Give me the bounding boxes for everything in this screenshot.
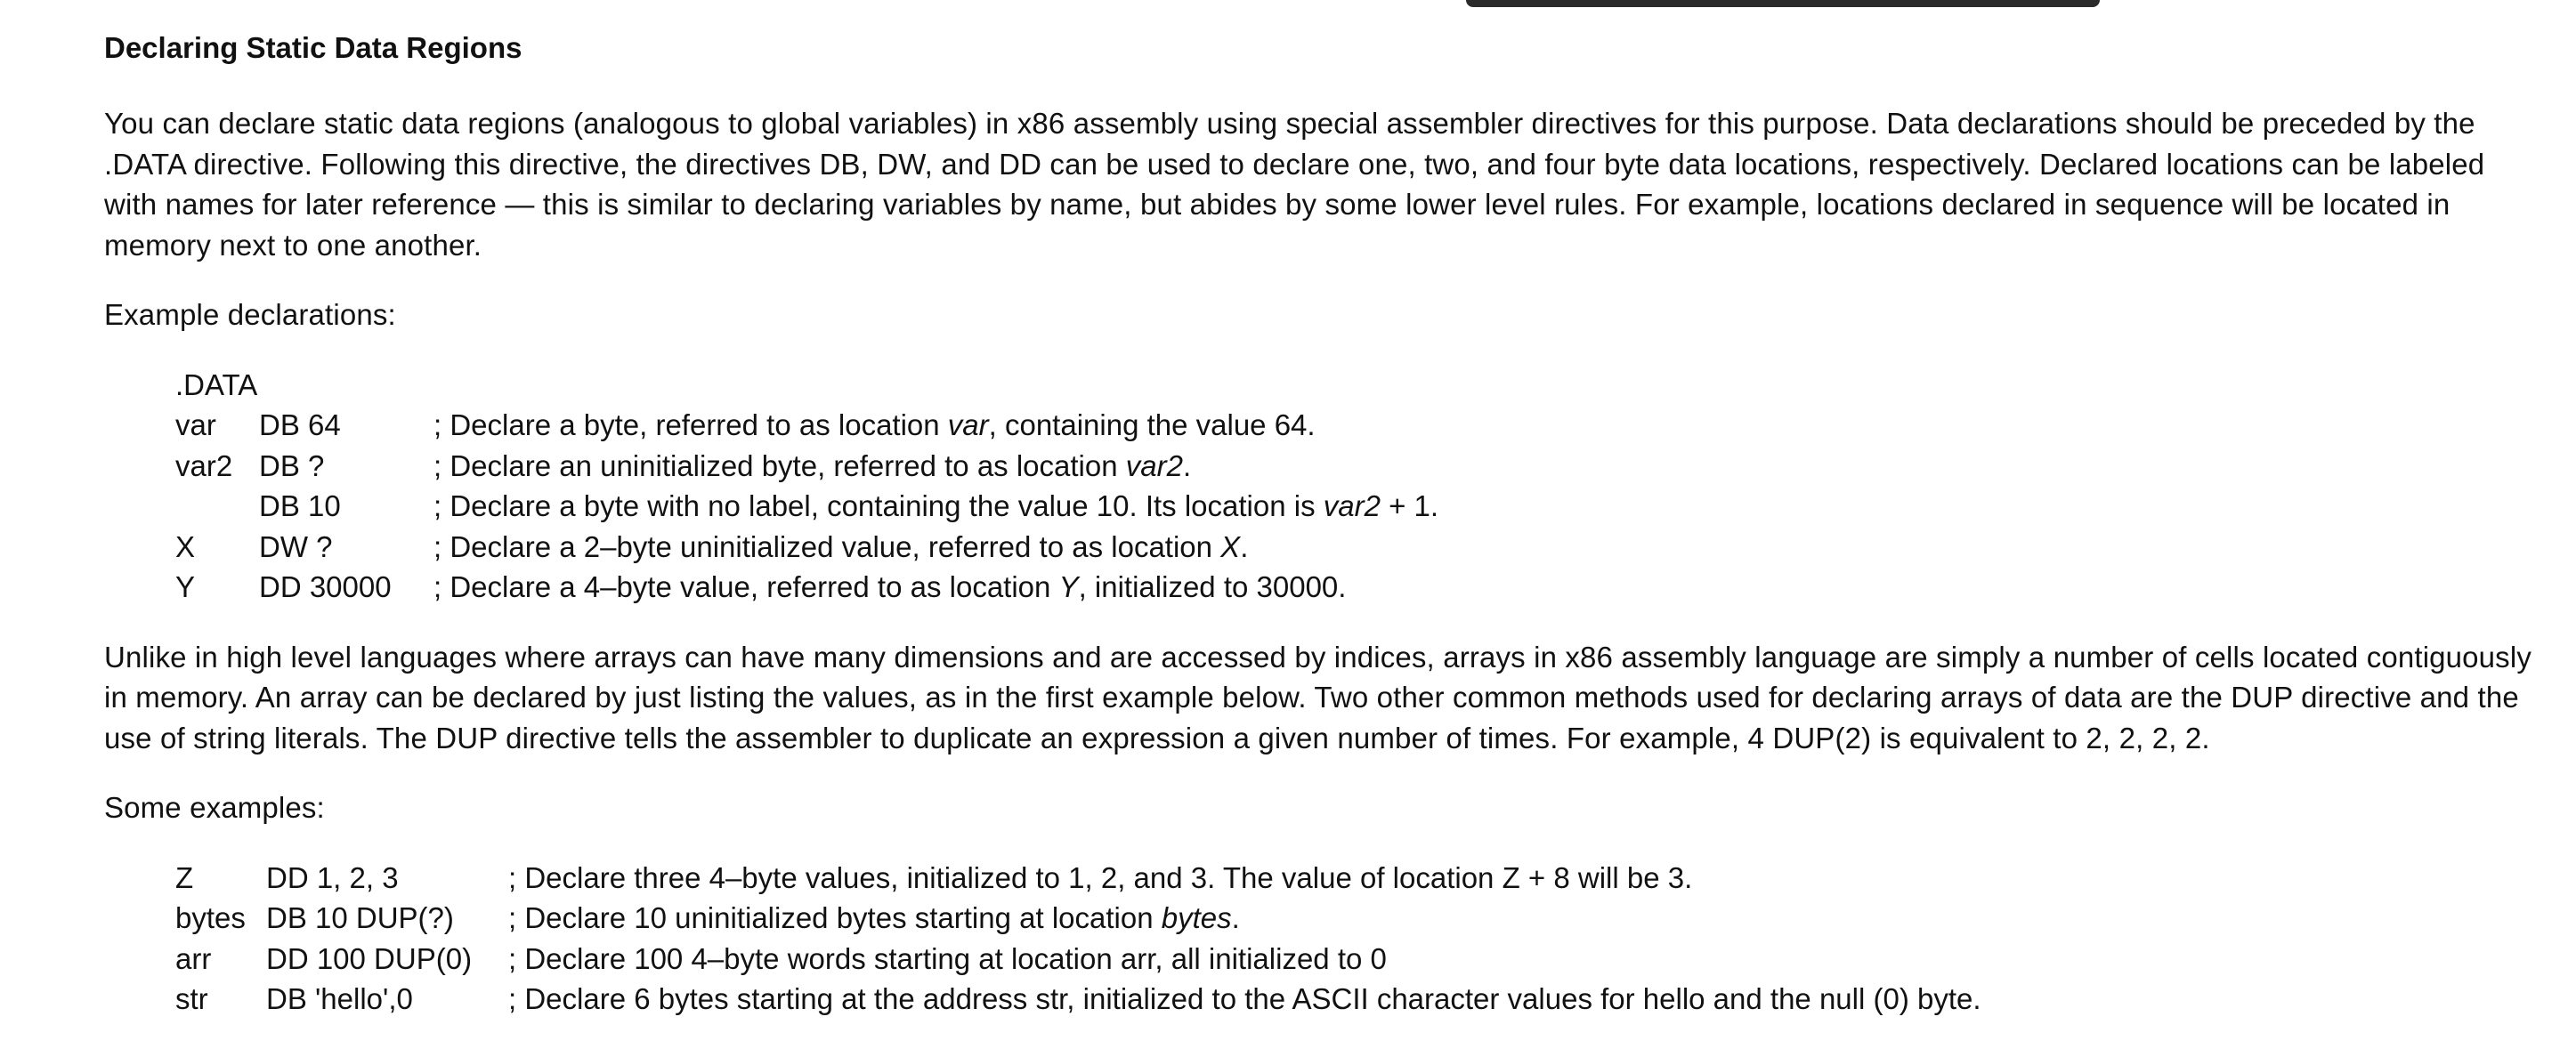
- example-directive: DB 10 DUP(?): [266, 901, 454, 934]
- declaration-directive: DB ?: [259, 448, 325, 482]
- declaration-comment: ; Declare an uninitialized byte, referred to as location var2.: [433, 448, 1192, 482]
- example-comment: ; Declare 100 4–byte words starting at location arr, all initialized to 0: [508, 941, 1387, 975]
- example-label: arr: [175, 941, 212, 975]
- example-label: Z: [175, 860, 194, 894]
- floating-toolbar-edge: [1466, 0, 2100, 7]
- example-directive: DB 'hello',0: [266, 982, 413, 1015]
- declaration-directive: DD 30000: [259, 570, 392, 603]
- example-directive: DD 100 DUP(0): [266, 941, 473, 975]
- declarations-block: [175, 365, 2543, 608]
- declaration-row: [175, 486, 2543, 527]
- example-label: bytes: [175, 901, 246, 934]
- declaration-row: [175, 446, 2543, 487]
- declaration-label: var: [175, 408, 216, 441]
- declaration-label: X: [175, 529, 196, 563]
- example-comment: ; Declare three 4–byte values, initialized to 1, 2, and 3. The value of location Z + 8 will be 3.: [508, 860, 1693, 894]
- declaration-comment: ; Declare a 2–byte uninitialized value, referred to as location X.: [433, 529, 1249, 563]
- declaration-comment: ; Declare a byte, referred to as location var, containing the value 64.: [433, 408, 1316, 441]
- example-comment: ; Declare 10 uninitialized bytes starting at location bytes.: [508, 901, 1240, 934]
- data-directive-line: [175, 365, 2543, 406]
- data-directive: .DATA: [175, 367, 258, 401]
- declaration-label: Y: [175, 570, 196, 603]
- example-row: [175, 979, 2543, 1020]
- declaration-directive: DW ?: [259, 529, 333, 563]
- declaration-row: [175, 567, 2543, 608]
- example-comment: ; Declare 6 bytes starting at the address str, initialized to the ASCII character values for hello and the null (0) byte.: [508, 982, 1981, 1015]
- some-examples-label: Some examples:: [104, 791, 325, 824]
- declaration-directive: DB 64: [259, 408, 341, 441]
- example-label: Example declarations:: [104, 298, 396, 331]
- declaration-comment: ; Declare a byte with no label, containing the value 10. Its location is var2 + 1.: [433, 489, 1439, 522]
- declaration-row: [175, 405, 2543, 446]
- intro-paragraph: You can declare static data regions (analogous to global variables) in x86 assembly using special assembler directives for this purpose. Data declarations should be preceded by the .DATA directive. Following this directive, the directives DB, DW, and DD can be used to declare one, two, and four byte data locations, respectively. Declared locations can be labeled with names for later reference — this is similar to declaring variables by name, but abides by some lower level rules. For example, locations declared in sequence will be located in memory next to one another.: [104, 107, 2485, 262]
- section-heading: Declaring Static Data Regions: [104, 31, 522, 64]
- example-row: [175, 858, 2543, 899]
- example-directive: DD 1, 2, 3: [266, 860, 399, 894]
- example-row: [175, 898, 2543, 939]
- article-body: [104, 25, 2543, 1049]
- declaration-comment: ; Declare a 4–byte value, referred to as location Y, initialized to 30000.: [433, 570, 1347, 603]
- declaration-label: var2: [175, 448, 233, 482]
- arrays-paragraph: Unlike in high level languages where arrays can have many dimensions and are accessed by indices, arrays in x86 assembly language are simply a number of cells located contiguously in memory. An array can be declared by just listing the values, as in the first example below. Two other common methods used for declaring arrays of data are the DUP directive and the use of string literals. The DUP directive tells the assembler to duplicate an expression a given number of times. For example, 4 DUP(2) is equivalent to 2, 2, 2, 2.: [104, 640, 2531, 754]
- declaration-row: [175, 527, 2543, 568]
- example-label: str: [175, 982, 208, 1015]
- declaration-directive: DB 10: [259, 489, 341, 522]
- example-row: [175, 939, 2543, 980]
- array-examples-block: [175, 858, 2543, 1020]
- declaration-label: [175, 486, 259, 527]
